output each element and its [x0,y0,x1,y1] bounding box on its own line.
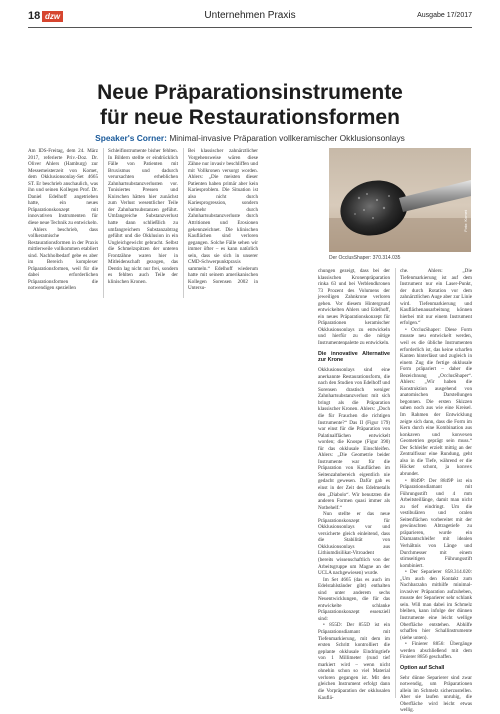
kicker: Speaker's Corner: [95,133,167,143]
occlusshaper-image [329,148,471,252]
paragraph: • 8849P: Der 8849P ist ein Präparationsdiamant mit Führungsstift und 4 mm Arbeitsteillänge, damit man nicht zu tief eindringt. Um die vestibulären und oralen Seitenflächen vorbereitet mit der gewünschten Abtragetiefe zu präparieren, wurde ein Diamantschleifer mit idealen Verhältnis von Länge und Durchmesser mit einem stirnseitigen Führungsstift kombiniert. [400,477,472,569]
headline-line-1: Neue Präparationsinstrumente [97,81,403,104]
paragraph: • OcclusShaper: Diese Form musste neu entwickelt werden, weil es die übliche Instrumenten erforderlich ist, das keine scharfen Kanten hinterlässt und zugleich in einem Zug die fertige okklusale Form präpariert – daher die Bezeichnung „OcclusShaper“. Ahlers: „Wir haben die Konstruktion ausgehend von anatomischen Darstellungen begonnen. Die ersten Skizzen sahen noch aus wie eine Kreisel. Im Rahmen der Entwicklung zeigte sich dann, dass die Form im Kern durch eine Kombination aus konkaven und konvexen Geometrien geprägt sein muss.“ Der Schleifer erzielt mittig an der Zentralfissur eine Rundung, geht also in die Tiefe, während er die Höcker schont, ja konvex abrundet. [400,326,472,477]
publication-logo: dzw [42,11,63,22]
paragraph: Ahlers beschrieb, dass vollkeramische Restaurationsformen in der Praxis mittlerweile vollkommen etabliert sind. Nachholbedarf gebe es aber im Bereich komplexer Präparationsformen, weil für die dabei erforderlichen Präparationsformen die notwendigen speziellen [28,226,98,292]
paragraph: Nun stellte er das neue Präparationskonzept für Okklusionsonlays vor und versicherte gleich einleitend, dass die Stabilität von Okklusionsonlays aus Lithiumdisilikat-Vitroadent (bereits wissenschaftlich von der Arbeitsgruppe um Magne an der UCLA nachgewiesen) wurde. [318,511,390,577]
issue-label: Ausgabe 17/2017 [417,12,472,19]
subtitle-text: Minimal-invasive Präparation vollkeramischer Okklusionsonlays [169,133,405,143]
headline-line-2: für neue Restaurationsformen [100,106,400,129]
column-divider [183,148,184,298]
header-rule [28,27,472,28]
page-number: 18 [28,10,41,22]
section-title: Unternehmen Praxis [204,10,296,21]
column-divider [103,148,104,298]
paragraph: Sehr dünne Separierer sind zwar notwendig, um Präparationen allein im Schmelz sicherzustellen. Aber sie laufen unruhig, die Oberfläche wird leicht etwas wellig. [400,674,472,714]
paragraph: Bei klassischer zahnärztlicher Vorgehensweise wären diese Zähne nur invasiv beschliffen und mit Vollkronen versorgt worden. Ahlers: „Die meisten dieser Patienten haben primär aber kein Kariesproblem. Die Situation ist also nicht durch Kariesprogression, sondern vielmehr durch Zahnhartsubstanzverluste durch Attritionen und Erosionen gekennzeichnet. Die klinischen Kauflächen sind verloren gegangen. Solche Fälle sehen wir immer öfter – es kann natürlich sein, dass sie sich in unserer CMD-Schwerpunktpraxis sammeln.“ Edelhoff wiederum hatte mit seinem amerikanischen Kollegen Sorensen 2002 in Untersu- [188,148,258,292]
paragraph: Im Set 4665 (das es auch im Edelstahlständer gibt) enthalten sind unter anderem sechs Neuentwicklungen, die für das entwickelte schlanke Präparationskonzept essenziell sind: [318,576,390,622]
paragraph: Am IDS-Freitag, dem 24. März 2017, referierte Priv.-Doz. Dr. Oliver Ahlers (Hamburg) zur Messemeisterzeit von Komet, dem Okklusionsonlay-Set 4665 ST. Er beschrieb anschaulich, was ihn und seinen Kollegen Prof. Dr. Daniel Edelhoff angetrieben hatte, ein neues Präparationskonzept mit innovativen Instrumenten für diese neue Technik zu entwickeln. [28,148,98,227]
column-4 [318,268,390,701]
column-divider [395,268,396,698]
paragraph: • 855D: Der 855D ist ein Präparationsdiamant mit Tiefenmarkierung, mit dem im ersten Schritt kontrolliert die geplante okklusale Eindringtiefe von 1 Millimeter (rund tief markiert wird – wenn nicht ohnehin schon so viel Material verloren gegangen ist. Mit den gleichen Instrument erfolgt dann die Vorpräparation der okklusalen Kauflä- [318,622,390,701]
paragraph: che. Ahlers: „Die Tiefenmarkierung ist auf dem Instrument nur ein Laser-Punkt, der durch Rotation vor dem zahnärztlichen Auge aber zur Linie wird. Tiefenmarkierung und Kauflächenausarbeitung können hierbei mit nur einem Instrument erfolgen.“ [400,268,472,327]
paragraph: chungen gezeigt, dass bei der klassischen Kronenpräparation rinka 63 und bei Verblendkronen 73 Prozent des Volumens der jeweiligen Zahnkrone verloren gehen. Vor diesem Hintergrund entwickelten Ahlers und Edelhoff, ein neues Präparationskonzept für Präparationen keramischer Okklusionsonlays zu entwickeln und hierfür zu die nötige Instrumentenpalette zu entwickeln. [318,268,390,347]
paragraph: • Der Separierer 858.314.020: „Um auch den Kontakt zum Nachbarzahn mithilfe minimal-invasiver Präparation aufzuheben, musste der Separierer sehr schlank sein. Will man dabei im Schmelz bleiben, kann infolge der dünnen Instrumente eine leicht wellige Oberfläche entstehen. Abhilfe schaffen hier Schallinstrumente (siehe unten). [400,569,472,641]
column-1 [28,148,98,292]
instrument-photo [329,148,471,252]
paragraph: Schleifinstrumente bisher fehlten. In Bildern stellte er eindrücklich Fälle von Patienten mit Bruxismus und dadurch verursachten erheblichen Zahnhartsubstanzverlusten vor. Tonisiertes Pressen und Knirschen hätten hier zunächst zum Verlust wesentlicher Teile der Zahnhartsubstanzen geführt. Umfangreiche Substanzverlust hatte dann schließlich zu umfangreichem Substanzabtrag geführt und die Okklusion in ein Ungleichgewicht gebracht. Selbst die Schmelzspitzen der unteren Frontzähne waren hier in Mitleidenschaft gezogen, das Dentin lag nicht nur frei, sondern es fehlten auch Teile der klinischen Kronen. [108,148,178,285]
page-header [28,10,472,26]
subheading: Option auf Schall [400,664,445,671]
article-subtitle [80,133,420,143]
column-5 [400,268,472,714]
subheading: Die innovative Alternative zur Krone [318,350,390,364]
article-headline [28,80,472,130]
column-2 [108,148,178,285]
photo-caption: Der OcclusShaper: 370.314.035 [329,255,401,261]
paragraph: Okklusionsonlays sind eine anerkannte Restaurationsform, die nach den Studien von Edelhoff und Sorensen drastisch weniger Zahnhartsubstanzverlust mit sich bringt als die Präparation klassischer Kronen. Ahlers: „Doch die für Frauchen die richtigen Instrumente?“ Das II (Figur 179) war einst für die Präparation von Palatinalflächen entwickelt worden; die Knospe (Figur 390) für das okklusale Einschleifen. Ahlers: „Die Geometrie beider Instrumente war für die Präparation von Kauflächen im Seitenzahnbereich eigentlich nie gedacht gewesen. Dafür gab es einst in der Zeit des Edelmetalls den „Diabolo“. Wir benutzten die anderen Formen quasi immer als Notbehelf.“ [318,367,390,511]
photo-credit: Foto: Komet [463,210,468,232]
column-3 [188,148,258,292]
paragraph: • Finierer 8856: Übergänge werden abschließend mit dem Finierer 8856 geschaffen. [400,641,472,661]
